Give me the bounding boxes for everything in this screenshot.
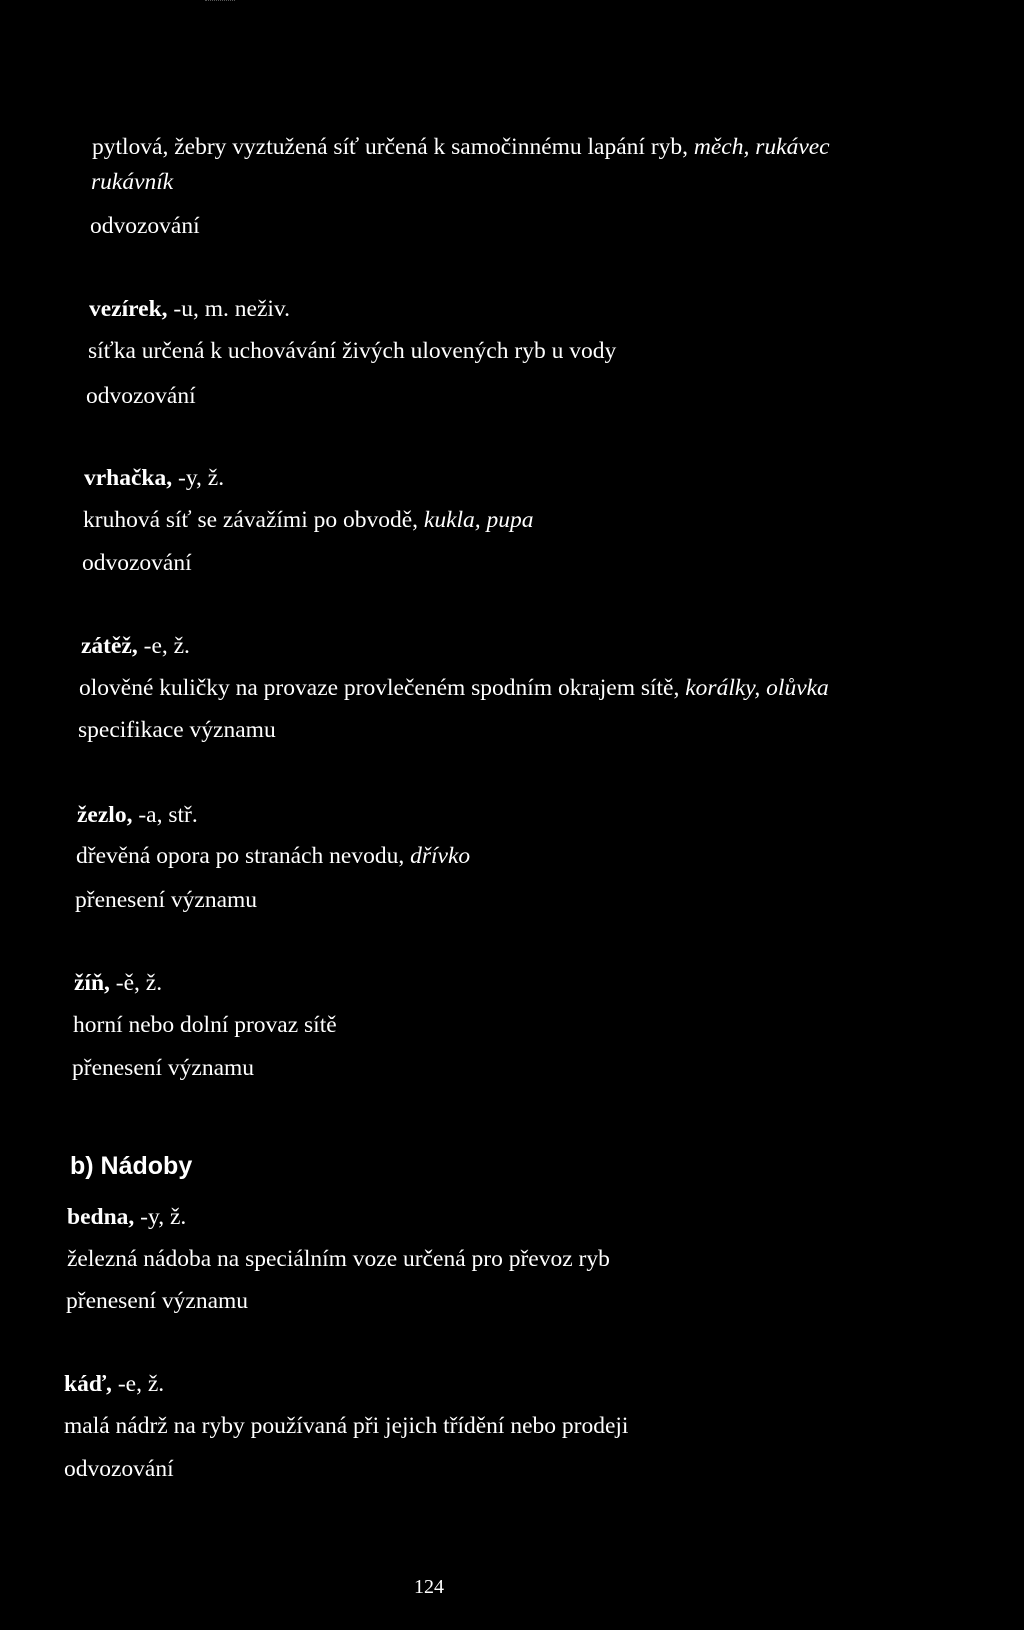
- variant-terms: kukla, pupa: [423, 507, 534, 533]
- grammar-info: -a, stř.: [132, 802, 198, 828]
- variant-terms: měch, rukávec: [693, 134, 830, 160]
- entry-definition: malá nádrž na ryby používaná při jejich třídění nebo prodeji: [64, 1413, 629, 1439]
- definition-text: pytlová, žebry vyztužená síť určená k samočinnému lapání ryb,: [92, 134, 694, 160]
- word-formation-label: odvozování: [90, 213, 200, 239]
- grammar-info: -ě, ž.: [109, 970, 163, 996]
- headword: žezlo,: [77, 802, 133, 828]
- definition-text: olověné kuličky na provaze provlečeném spodním okrajem sítě,: [79, 675, 686, 701]
- entry-definition: [92, 133, 830, 161]
- entry-definition: železná nádoba na speciálním voze určená pro převoz ryb: [67, 1246, 610, 1272]
- entry-definition: [76, 842, 470, 870]
- word-formation-label: odvozování: [86, 383, 196, 409]
- word-formation-label: přenesení významu: [66, 1288, 249, 1314]
- entry-header: [74, 969, 162, 997]
- grammar-info: -u, m. neživ.: [167, 296, 290, 322]
- entry-definition: horní nebo dolní provaz sítě: [73, 1012, 337, 1038]
- headword: žíň,: [74, 970, 110, 996]
- word-formation-label: odvozování: [82, 550, 192, 576]
- entry-definition: [83, 506, 534, 534]
- scan-artifact-mark: [205, 0, 235, 3]
- definition-text: dřevěná opora po stranách nevodu,: [76, 843, 411, 869]
- entry-header: [81, 632, 190, 660]
- grammar-info: -e, ž.: [137, 633, 190, 659]
- page-number: 124: [414, 1576, 444, 1598]
- section-heading: b) Nádoby: [70, 1152, 193, 1180]
- grammar-info: -y, ž.: [172, 465, 225, 491]
- headword: bedna,: [67, 1204, 135, 1230]
- entry-header: [89, 295, 290, 323]
- entry-header: [84, 464, 224, 492]
- word-formation-label: přenesení významu: [75, 887, 258, 913]
- headword: zátěž,: [81, 633, 138, 659]
- headword: vrhačka,: [84, 465, 173, 491]
- entry-definition: [79, 674, 829, 702]
- definition-text: kruhová síť se závažími po obvodě,: [83, 507, 424, 533]
- variant-terms: dřívko: [410, 843, 471, 869]
- grammar-info: -y, ž.: [134, 1204, 187, 1230]
- entry-definition: síťka určená k uchovávání živých ulovených ryb u vody: [88, 338, 617, 364]
- variant-terms: rukávník: [91, 169, 174, 195]
- grammar-info: -e, ž.: [111, 1371, 165, 1397]
- entry-header: [64, 1370, 164, 1398]
- headword: vezírek,: [89, 296, 168, 322]
- variant-terms: korálky, olůvka: [685, 675, 829, 701]
- entry-header: [67, 1203, 186, 1231]
- word-formation-label: přenesení významu: [72, 1055, 255, 1081]
- word-formation-label: odvozování: [64, 1456, 174, 1482]
- word-formation-label: specifikace významu: [78, 717, 276, 743]
- headword: káď,: [64, 1371, 112, 1397]
- entry-header: [77, 801, 198, 829]
